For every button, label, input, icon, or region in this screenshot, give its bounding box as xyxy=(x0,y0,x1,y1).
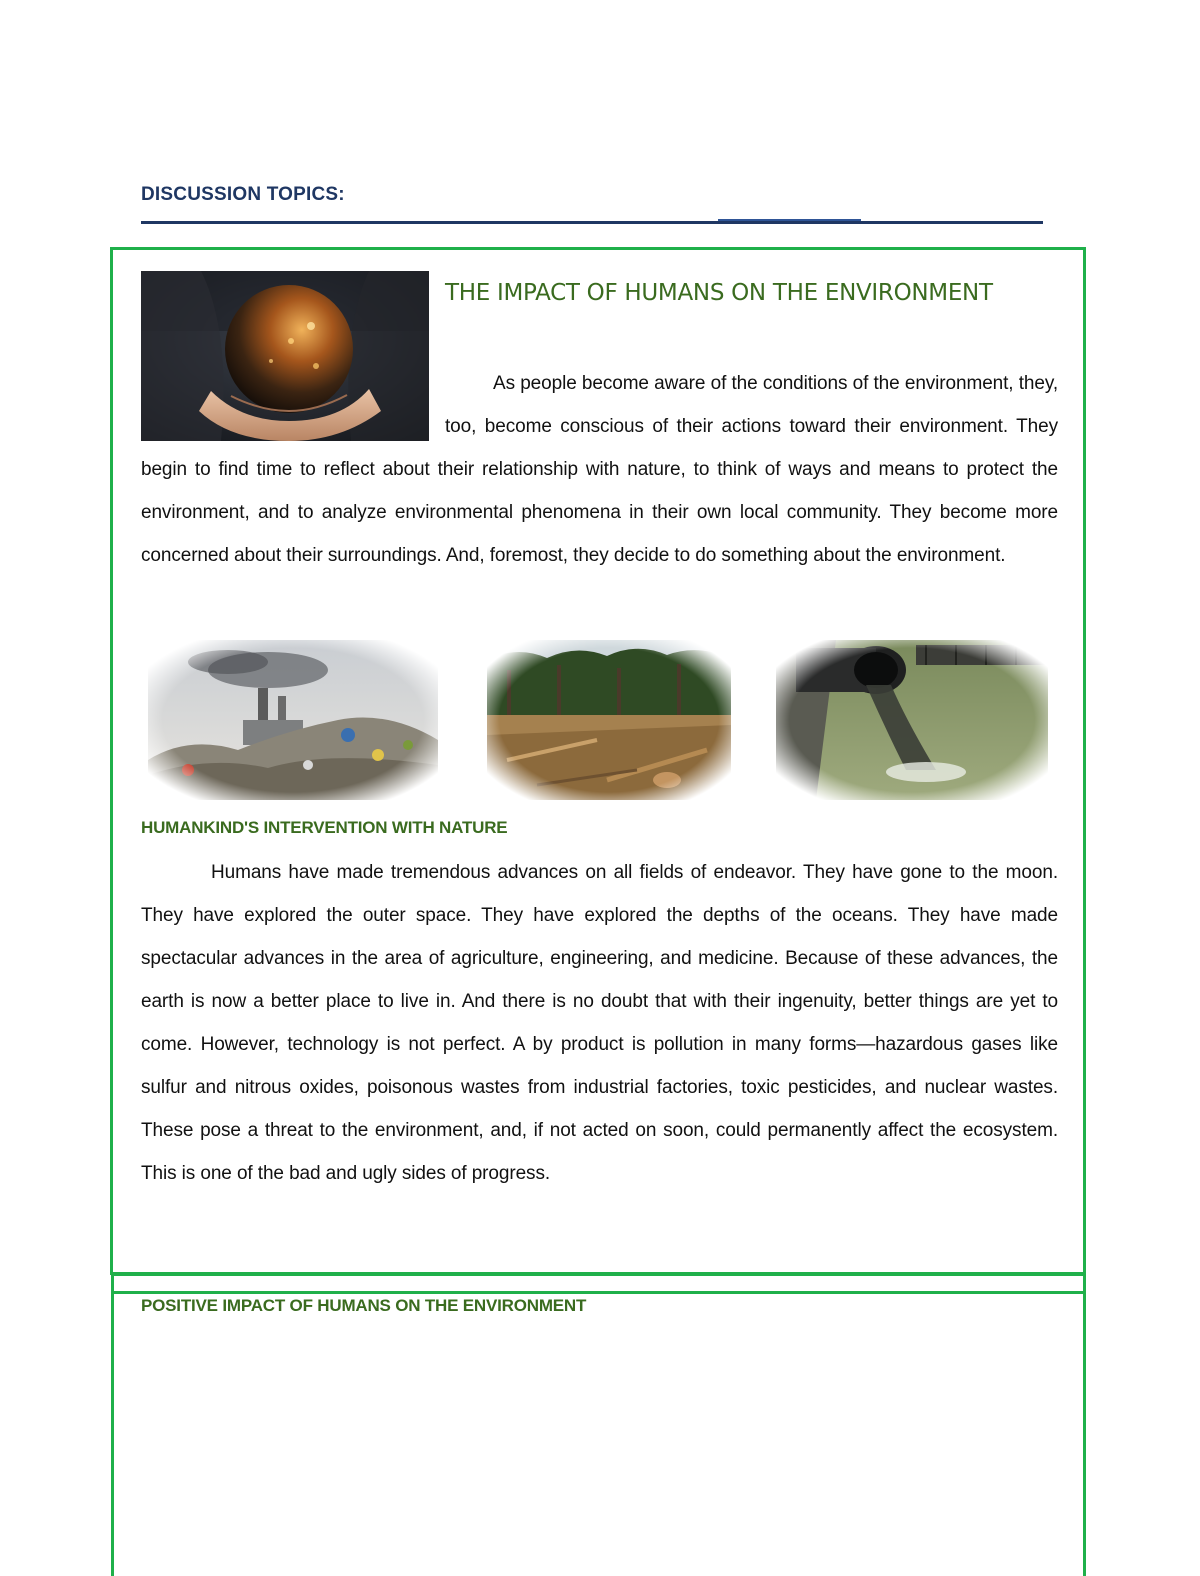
image-float-spacer xyxy=(141,362,445,448)
impact-title: THE IMPACT OF HUMANS ON THE ENVIRONMENT xyxy=(445,280,993,306)
header-divider-accent xyxy=(718,219,861,221)
landfill-smoke-image xyxy=(148,640,438,800)
water-pollution-pipe-image xyxy=(776,640,1048,800)
discussion-topics-heading: DISCUSSION TOPICS: xyxy=(141,184,345,205)
intervention-heading: HUMANKIND'S INTERVENTION WITH NATURE xyxy=(141,818,508,837)
header-divider xyxy=(141,221,1043,224)
intro-paragraph-container xyxy=(141,362,1058,577)
positive-impact-heading: POSITIVE IMPACT OF HUMANS ON THE ENVIRONMENT xyxy=(141,1296,587,1315)
intro-paragraph: As people become aware of the conditions of the environment, they, too, become conscious of their actions toward their environment. They begin to find time to reflect about their relationship with nature, to think of ways and means to protect the environment, and to analyze environmental phenomena in their own local community. They become more concerned about their surroundings. And, foremost, they decide to do something about the environment. xyxy=(141,373,1058,566)
deforestation-image xyxy=(487,640,731,800)
intervention-paragraph: Humans have made tremendous advances on all fields of endeavor. They have gone to the moon. They have explored the outer space. They have explored the depths of the oceans. They have made spectacular advances in the area of agriculture, engineering, and medicine. Because of these advances, the earth is now a better place to live in. And there is no doubt that with their ingenuity, better things are yet to come. However, technology is not perfect. A by product is pollution in many forms—hazardous gases like sulfur and nitrous oxides, poisonous wastes from industrial factories, toxic pesticides, and nuclear wastes. These pose a threat to the environment, and, if not acted on soon, could permanently affect the ecosystem. This is one of the bad and ugly sides of progress. xyxy=(141,862,1058,1184)
content-box-positive-top-line xyxy=(111,1291,1086,1294)
content-box-positive xyxy=(111,1273,1086,1576)
